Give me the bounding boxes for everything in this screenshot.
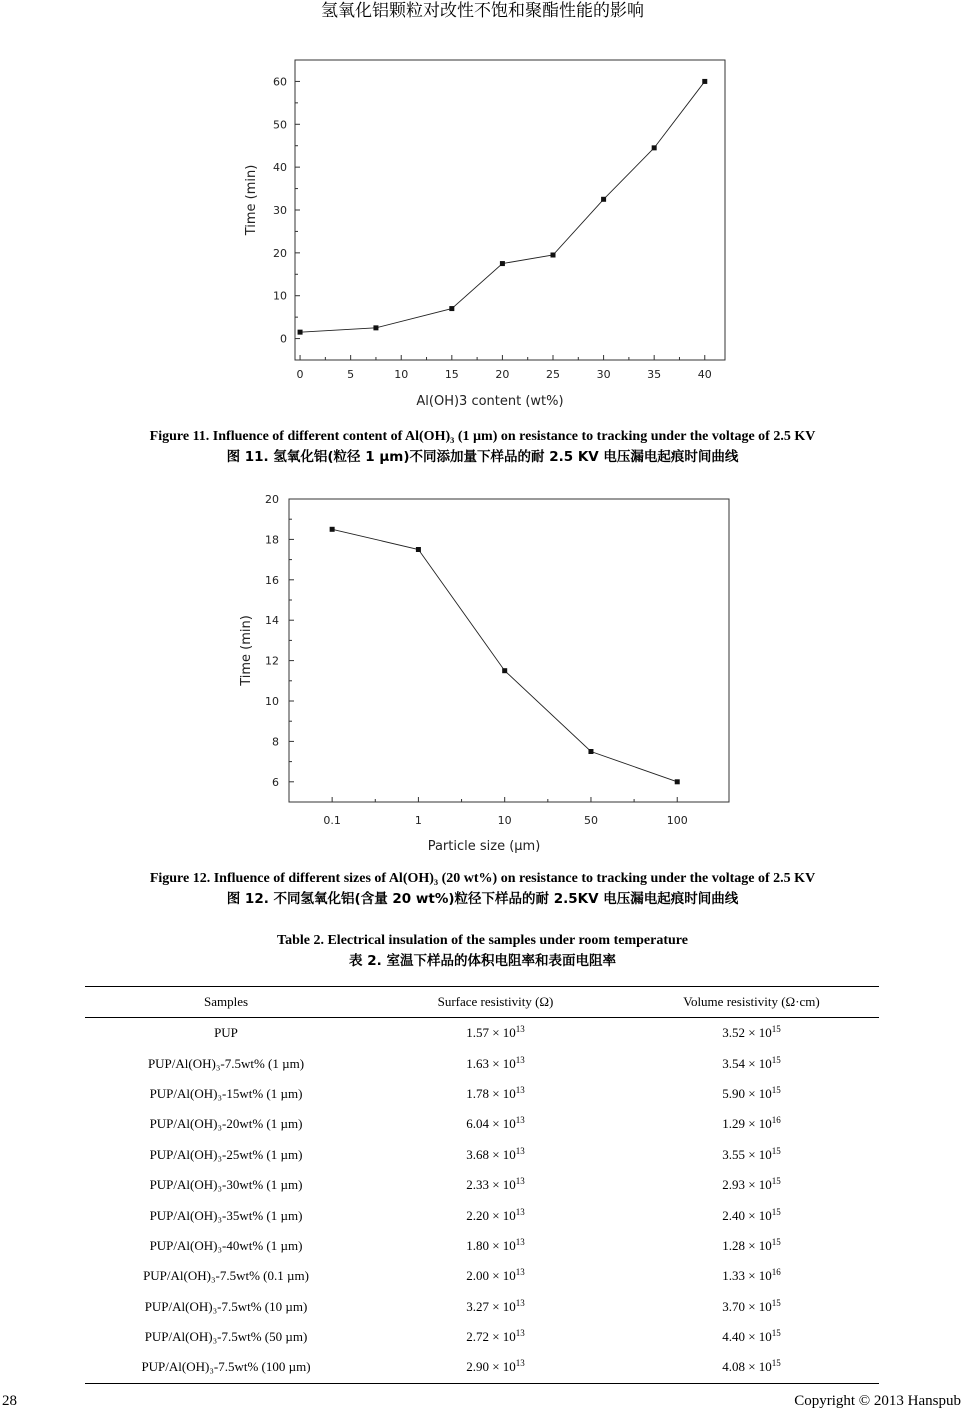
table-row (85, 1109, 879, 1139)
surface-resistivity-cell (367, 1018, 624, 1049)
surface-resistivity-cell-mantissa: 2.90 × 10 (466, 1359, 516, 1375)
data-point (330, 527, 335, 532)
surface-resistivity-cell-mantissa: 1.63 × 10 (466, 1055, 516, 1071)
volume-resistivity-cell (624, 1048, 879, 1078)
figure-11-caption-en: Figure 11. Influence of different content of Al(OH)₃ (1 µm) on resistance to tracking under the voltage of 2.5 KV (149, 429, 816, 444)
header-samples: Samples (85, 987, 367, 1018)
y-tick-label: 10 (265, 695, 279, 708)
table-header-row (85, 987, 879, 1018)
resistivity-table (85, 986, 879, 1384)
sample-name: PUP/Al(OH)₃-20wt% (1 µm) (149, 1116, 303, 1132)
surface-resistivity-cell-exponent: 13 (515, 1145, 525, 1156)
data-point (449, 306, 454, 311)
x-tick-label: 30 (596, 368, 611, 381)
volume-resistivity-cell-exponent: 15 (771, 1024, 781, 1035)
data-point (298, 330, 303, 335)
volume-resistivity-cell-exponent: 15 (771, 1328, 781, 1339)
surface-resistivity-cell (367, 1231, 624, 1261)
volume-resistivity-cell-exponent: 16 (771, 1267, 781, 1278)
volume-resistivity-cell-exponent: 15 (771, 1084, 781, 1095)
x-tick-label: 0.1 (323, 814, 341, 827)
sample-name: PUP/Al(OH)₃-7.5wt% (100 µm) (141, 1359, 311, 1375)
table-row (85, 1170, 879, 1200)
sample-cell (85, 1140, 367, 1170)
y-axis-label: Time (min) (239, 615, 254, 686)
y-tick-label: 12 (265, 654, 279, 668)
surface-resistivity-cell-mantissa: 1.57 × 10 (466, 1025, 516, 1041)
surface-resistivity-cell-exponent: 13 (515, 1328, 525, 1339)
volume-resistivity-cell-mantissa: 3.70 × 10 (722, 1298, 772, 1314)
volume-resistivity-cell-mantissa: 1.29 × 10 (722, 1116, 772, 1132)
surface-resistivity-cell (367, 1109, 624, 1139)
sample-name: PUP/Al(OH)₃-7.5wt% (0.1 µm) (143, 1268, 309, 1284)
volume-resistivity-cell (624, 1200, 879, 1230)
x-axis-label: Particle size (µm) (427, 839, 541, 854)
header-surface-resistivity: Surface resistivity (Ω) (367, 987, 624, 1018)
volume-resistivity-cell (624, 1170, 879, 1200)
surface-resistivity-cell (367, 1170, 624, 1200)
y-tick-label: 10 (273, 289, 287, 303)
data-point (675, 779, 680, 784)
surface-resistivity-cell-exponent: 13 (515, 1084, 525, 1095)
surface-resistivity-cell-exponent: 13 (515, 1236, 525, 1247)
table-row (85, 1292, 879, 1322)
sample-cell (85, 1231, 367, 1261)
surface-resistivity-cell-exponent: 13 (515, 1267, 525, 1278)
table-row (85, 1018, 879, 1049)
surface-resistivity-cell-exponent: 13 (515, 1358, 525, 1369)
sample-name: PUP/Al(OH)₃-35wt% (1 µm) (149, 1207, 303, 1223)
surface-resistivity-cell-mantissa: 6.04 × 10 (466, 1116, 516, 1132)
table-row (85, 1322, 879, 1352)
table-row (85, 1200, 879, 1230)
series-line (300, 81, 705, 332)
volume-resistivity-cell-mantissa: 1.33 × 10 (722, 1268, 772, 1284)
y-tick-label: 50 (273, 118, 287, 132)
sample-name: PUP/Al(OH)₃-7.5wt% (1 µm) (147, 1055, 305, 1071)
y-tick-label: 6 (272, 775, 279, 789)
volume-resistivity-cell-exponent: 15 (771, 1054, 781, 1065)
surface-resistivity-cell-mantissa: 2.72 × 10 (466, 1329, 516, 1345)
volume-resistivity-cell-mantissa: 3.54 × 10 (722, 1055, 772, 1071)
surface-resistivity-cell (367, 1140, 624, 1170)
surface-resistivity-cell-mantissa: 1.80 × 10 (466, 1237, 516, 1253)
data-point (373, 325, 378, 330)
table-row (85, 1048, 879, 1078)
volume-resistivity-cell (624, 1322, 879, 1352)
sample-name: PUP/Al(OH)₃-40wt% (1 µm) (149, 1237, 303, 1253)
figure-11-caption-cn: 图 11. 氢氧化铝(粒径 1 µm)不同添加量下样品的耐 2.5 KV 电压漏电起痕时间曲线 (226, 449, 739, 465)
table-row (85, 1352, 879, 1383)
sample-name: PUP/Al(OH)₃-25wt% (1 µm) (149, 1146, 303, 1162)
data-point (588, 749, 593, 754)
volume-resistivity-cell-mantissa: 3.52 × 10 (722, 1025, 772, 1041)
sample-cell (85, 1079, 367, 1109)
volume-resistivity-cell-mantissa: 2.40 × 10 (722, 1207, 772, 1223)
x-tick-label: 10 (497, 814, 512, 827)
figure-12-caption-cn: 图 12. 不同氢氧化铝(含量 20 wt%)粒径下样品的耐 2.5KV 电压漏电起痕时间曲线 (226, 891, 739, 907)
surface-resistivity-cell-mantissa: 2.20 × 10 (466, 1207, 516, 1223)
surface-resistivity-cell (367, 1261, 624, 1291)
surface-resistivity-cell-mantissa: 3.27 × 10 (466, 1298, 516, 1314)
data-point (601, 197, 606, 202)
volume-resistivity-cell-mantissa: 4.40 × 10 (722, 1329, 772, 1345)
y-tick-label: 14 (265, 614, 279, 628)
x-tick-label: 15 (444, 368, 459, 381)
x-tick-label: 50 (583, 814, 598, 827)
sample-cell (85, 1018, 367, 1049)
x-tick-label: 35 (647, 368, 662, 381)
surface-resistivity-cell-mantissa: 3.68 × 10 (466, 1146, 516, 1162)
volume-resistivity-cell-exponent: 15 (771, 1297, 781, 1308)
x-tick-label: 0 (296, 368, 304, 381)
surface-resistivity-cell (367, 1292, 624, 1322)
surface-resistivity-cell-exponent: 13 (515, 1024, 525, 1035)
volume-resistivity-cell-mantissa: 3.55 × 10 (722, 1146, 772, 1162)
table-2-caption-cn: 表 2. 室温下样品的体积电阻率和表面电阻率 (349, 953, 616, 969)
figure-12-svg (232, 487, 737, 862)
volume-resistivity-cell (624, 1109, 879, 1139)
sample-cell (85, 1322, 367, 1352)
data-point (551, 253, 556, 258)
plot-frame (295, 60, 725, 360)
surface-resistivity-cell (367, 1048, 624, 1078)
volume-resistivity-cell-exponent: 15 (771, 1236, 781, 1247)
x-tick-label: 10 (394, 368, 409, 381)
sample-cell (85, 1048, 367, 1078)
series-line (332, 529, 677, 782)
sample-cell (85, 1170, 367, 1200)
volume-resistivity-cell-exponent: 15 (771, 1176, 781, 1187)
figure-12-caption-en: Figure 12. Influence of different sizes of Al(OH)₃ (20 wt%) on resistance to tracking under the voltage of 2.5 KV (149, 871, 816, 886)
data-point (502, 668, 507, 673)
x-axis-label: Al(OH)3 content (wt%) (416, 394, 564, 409)
volume-resistivity-cell-mantissa: 2.93 × 10 (722, 1177, 772, 1193)
sample-cell (85, 1292, 367, 1322)
table-row (85, 1140, 879, 1170)
y-axis-label: Time (min) (244, 164, 259, 236)
table-row (85, 1231, 879, 1261)
surface-resistivity-cell-exponent: 13 (515, 1054, 525, 1065)
volume-resistivity-cell-exponent: 15 (771, 1145, 781, 1156)
figure-11-svg (235, 55, 735, 415)
running-header: 氢氧化铝颗粒对改性不饱和聚酯性能的影响 (321, 1, 644, 20)
sample-cell (85, 1200, 367, 1230)
header-volume-resistivity: Volume resistivity (Ω·cm) (624, 987, 879, 1018)
volume-resistivity-cell (624, 1140, 879, 1170)
volume-resistivity-cell-exponent: 15 (771, 1206, 781, 1217)
x-tick-label: 1 (414, 814, 422, 827)
figure-12-chart (232, 487, 737, 862)
volume-resistivity-cell (624, 1261, 879, 1291)
table-row (85, 1261, 879, 1291)
table-row (85, 1079, 879, 1109)
sample-cell (85, 1261, 367, 1291)
page-number: 28 (2, 1393, 17, 1409)
y-tick-label: 20 (273, 246, 287, 260)
y-tick-label: 60 (273, 75, 287, 89)
volume-resistivity-cell (624, 1231, 879, 1261)
surface-resistivity-cell (367, 1322, 624, 1352)
y-tick-label: 0 (280, 332, 287, 346)
volume-resistivity-cell (624, 1018, 879, 1049)
y-tick-label: 16 (265, 573, 279, 587)
sample-name: PUP/Al(OH)₃-7.5wt% (10 µm) (144, 1298, 308, 1314)
volume-resistivity-cell-mantissa: 1.28 × 10 (722, 1237, 772, 1253)
data-point (702, 79, 707, 84)
surface-resistivity-cell-mantissa: 2.33 × 10 (466, 1177, 516, 1193)
x-tick-label: 20 (495, 368, 510, 381)
surface-resistivity-cell-exponent: 13 (515, 1115, 525, 1126)
sample-name: PUP/Al(OH)₃-15wt% (1 µm) (149, 1085, 303, 1101)
table-2-caption-en: Table 2. Electrical insulation of the samples under room temperature (277, 933, 688, 948)
plot-frame (289, 499, 729, 802)
volume-resistivity-cell (624, 1079, 879, 1109)
volume-resistivity-cell-exponent: 15 (771, 1358, 781, 1369)
x-tick-label: 25 (546, 368, 560, 381)
data-point (500, 261, 505, 266)
sample-name: PUP (214, 1025, 238, 1041)
data-point (652, 145, 657, 150)
x-tick-label: 5 (347, 368, 355, 381)
volume-resistivity-cell-mantissa: 5.90 × 10 (722, 1085, 772, 1101)
x-tick-label: 40 (697, 368, 712, 381)
y-tick-label: 8 (272, 735, 279, 749)
y-tick-label: 20 (265, 493, 279, 506)
volume-resistivity-cell-mantissa: 4.08 × 10 (722, 1359, 772, 1375)
surface-resistivity-cell-exponent: 13 (515, 1206, 525, 1217)
surface-resistivity-cell-exponent: 13 (515, 1176, 525, 1187)
volume-resistivity-cell-exponent: 16 (771, 1115, 781, 1126)
y-tick-label: 18 (265, 533, 279, 547)
y-tick-label: 40 (273, 161, 287, 175)
volume-resistivity-cell (624, 1292, 879, 1322)
sample-cell (85, 1109, 367, 1139)
y-tick-label: 30 (273, 204, 287, 217)
figure-11-chart (235, 55, 735, 415)
data-point (416, 547, 421, 552)
sample-cell (85, 1352, 367, 1383)
sample-name: PUP/Al(OH)₃-7.5wt% (50 µm) (144, 1329, 308, 1345)
surface-resistivity-cell-mantissa: 2.00 × 10 (466, 1268, 516, 1284)
volume-resistivity-cell (624, 1352, 879, 1383)
surface-resistivity-cell (367, 1352, 624, 1383)
sample-name: PUP/Al(OH)₃-30wt% (1 µm) (149, 1177, 303, 1193)
surface-resistivity-cell-exponent: 13 (515, 1297, 525, 1308)
surface-resistivity-cell (367, 1079, 624, 1109)
x-tick-label: 100 (666, 814, 688, 827)
surface-resistivity-cell-mantissa: 1.78 × 10 (466, 1085, 516, 1101)
copyright: Copyright © 2013 Hanspub (794, 1393, 961, 1409)
surface-resistivity-cell (367, 1200, 624, 1230)
